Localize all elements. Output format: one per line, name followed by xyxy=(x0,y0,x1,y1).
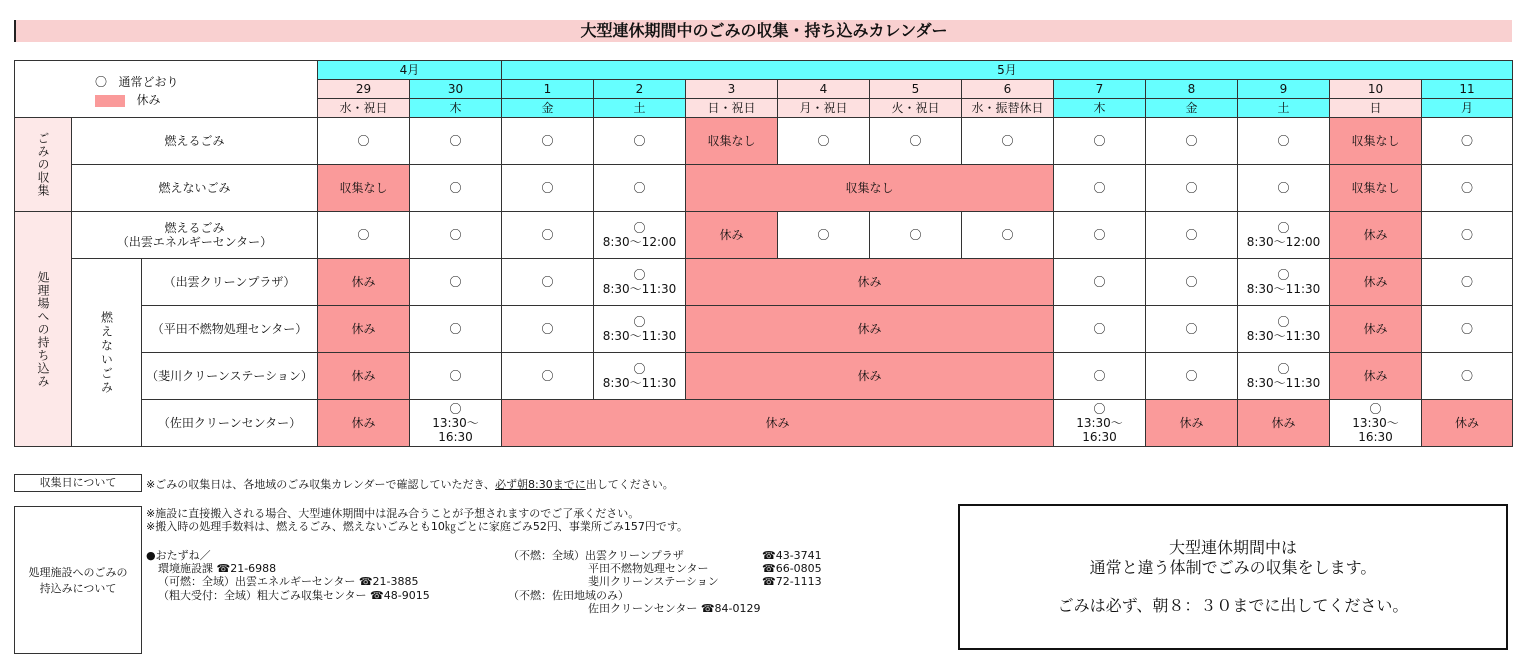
time-text: 16:30 xyxy=(1082,430,1117,444)
status-cell: 〇 xyxy=(1238,165,1330,212)
section-collection: ごみの収集 xyxy=(15,118,72,212)
date-cell: 7 xyxy=(1054,80,1146,99)
status-cell: 〇 xyxy=(1054,212,1146,259)
status-cell: 収集なし xyxy=(318,165,410,212)
row-label-energy-2: （出雲エネルギーセンター） xyxy=(116,235,273,249)
legend xyxy=(15,61,318,118)
status-cell: 休み xyxy=(318,259,410,306)
legend-normal-mark: 〇 xyxy=(95,75,108,89)
time-text: 8:30～12:00 xyxy=(602,235,677,249)
time-text: 13:30～ xyxy=(432,416,479,430)
status-cell: 〇 xyxy=(1422,306,1513,353)
date-cell: 2 xyxy=(594,80,686,99)
status-cell: 休み xyxy=(1146,400,1238,447)
status-cell: 休み xyxy=(686,353,1054,400)
row-label-energy-1: 燃えるごみ xyxy=(164,221,225,235)
time-text: 8:30～11:30 xyxy=(602,329,677,343)
status-cell: 〇 xyxy=(410,212,502,259)
row-label-hikawa: （斐川クリーンステーション） xyxy=(142,353,318,400)
date-cell: 4 xyxy=(778,80,870,99)
row-label-nonburnable: 燃えないごみ xyxy=(72,165,318,212)
row-label-hirata: （平田不燃物処理センター） xyxy=(142,306,318,353)
status-cell-time xyxy=(1238,353,1330,400)
circle-mark: 〇 xyxy=(1093,402,1106,416)
status-cell-time xyxy=(594,353,686,400)
date-cell: 1 xyxy=(502,80,594,99)
callout-line-1: 大型連休期間中は xyxy=(1168,538,1297,557)
time-text: 8:30～11:30 xyxy=(1246,282,1321,296)
status-cell: 休み xyxy=(1330,212,1422,259)
weekday-cell: 土 xyxy=(594,99,686,118)
time-text: 8:30～11:30 xyxy=(602,282,677,296)
status-cell: 〇 xyxy=(502,353,594,400)
dropoff-label-box xyxy=(14,506,142,654)
weekday-cell: 水・振替休日 xyxy=(962,99,1054,118)
row-label-izumo-clean: （出雲クリーンプラザ） xyxy=(142,259,318,306)
date-cell: 3 xyxy=(686,80,778,99)
status-cell: 休み xyxy=(318,306,410,353)
status-cell: 休み xyxy=(686,212,778,259)
circle-mark: 〇 xyxy=(1369,402,1382,416)
collect-note-part: 出してください。 xyxy=(585,478,674,491)
contact-line: 環境施設課 ☎21-6988 xyxy=(158,562,277,575)
weekday-cell: 木 xyxy=(1054,99,1146,118)
status-cell: 〇 xyxy=(962,118,1054,165)
row-label-energy-center xyxy=(72,212,318,259)
weekday-cell: 日 xyxy=(1330,99,1422,118)
status-cell: 〇 xyxy=(410,118,502,165)
status-cell: 休み xyxy=(1330,259,1422,306)
time-text: 8:30～11:30 xyxy=(602,376,677,390)
status-cell: 〇 xyxy=(594,165,686,212)
status-cell-time xyxy=(1238,212,1330,259)
status-cell-time xyxy=(594,259,686,306)
status-cell: 〇 xyxy=(1054,118,1146,165)
status-cell: 〇 xyxy=(410,259,502,306)
time-text: 16:30 xyxy=(438,430,473,444)
circle-mark: 〇 xyxy=(1277,362,1290,376)
weekday-cell: 水・祝日 xyxy=(318,99,410,118)
date-cell: 9 xyxy=(1238,80,1330,99)
status-cell: 収集なし xyxy=(686,118,778,165)
section-nonburn-group: 燃えないごみ xyxy=(72,259,142,447)
status-cell: 収集なし xyxy=(1330,118,1422,165)
status-cell: 〇 xyxy=(1054,306,1146,353)
callout-line-2: 通常と違う体制でごみの収集をします。 xyxy=(1089,558,1377,577)
contact-line: 佐田クリーンセンター ☎84-0129 xyxy=(588,602,761,615)
status-cell: 〇 xyxy=(1238,118,1330,165)
legend-normal-label: 通常どおり xyxy=(118,75,179,89)
month-april: 4月 xyxy=(318,61,502,80)
status-cell: 〇 xyxy=(318,212,410,259)
status-cell: 休み xyxy=(318,353,410,400)
collect-day-note xyxy=(146,476,674,492)
contact-tel: ☎43-3741 xyxy=(762,549,822,562)
legend-rest-label: 休み xyxy=(136,93,161,107)
status-cell: 〇 xyxy=(1146,118,1238,165)
contact-line: 斐川クリーンステーション xyxy=(588,575,719,588)
status-cell: 〇 xyxy=(502,306,594,353)
status-cell: 〇 xyxy=(502,212,594,259)
status-cell: 〇 xyxy=(1146,306,1238,353)
status-cell: 〇 xyxy=(502,165,594,212)
weekday-cell: 土 xyxy=(1238,99,1330,118)
contact-line: （不燃：全域）出雲クリーンプラザ xyxy=(508,549,684,562)
date-cell: 8 xyxy=(1146,80,1238,99)
weekday-cell: 金 xyxy=(1146,99,1238,118)
status-cell-time xyxy=(1238,259,1330,306)
circle-mark: 〇 xyxy=(633,221,646,235)
status-cell: 〇 xyxy=(1146,212,1238,259)
status-cell: 〇 xyxy=(410,306,502,353)
status-cell: 〇 xyxy=(410,353,502,400)
date-cell: 29 xyxy=(318,80,410,99)
circle-mark: 〇 xyxy=(633,268,646,282)
circle-mark: 〇 xyxy=(1277,221,1290,235)
status-cell: 〇 xyxy=(594,118,686,165)
time-text: 8:30～12:00 xyxy=(1246,235,1321,249)
status-cell: 〇 xyxy=(410,165,502,212)
status-cell: 休み xyxy=(318,400,410,447)
time-text: 13:30～ xyxy=(1076,416,1123,430)
status-cell-time xyxy=(594,212,686,259)
circle-mark: 〇 xyxy=(633,315,646,329)
status-cell: 〇 xyxy=(318,118,410,165)
weekday-cell: 月 xyxy=(1422,99,1513,118)
weekday-cell: 金 xyxy=(502,99,594,118)
status-cell: 休み xyxy=(686,259,1054,306)
status-cell: 〇 xyxy=(1422,165,1513,212)
contact-line: （不燃：佐田地域のみ） xyxy=(508,589,629,602)
contact-line: （粗大受付：全域）粗大ごみ収集センター ☎48-9015 xyxy=(158,589,430,602)
status-cell: 〇 xyxy=(778,118,870,165)
status-cell: 休み xyxy=(1330,353,1422,400)
status-cell-time xyxy=(410,400,502,447)
contact-line: 平田不燃物処理センター xyxy=(588,562,709,575)
status-cell: 〇 xyxy=(1146,353,1238,400)
status-cell-time xyxy=(1054,400,1146,447)
status-cell: 〇 xyxy=(870,118,962,165)
callout-line-3: ごみは必ず、朝８：３０までに出してください。 xyxy=(1057,596,1409,615)
weekday-cell: 木 xyxy=(410,99,502,118)
status-cell-time xyxy=(1238,306,1330,353)
dropoff-note-1: ※施設に直接搬入される場合、大型連休期間中は混み合うことが予想されますのでご了承ください。 xyxy=(146,507,640,520)
contact-line: （可燃：全域）出雲エネルギーセンター ☎21-3885 xyxy=(158,575,419,588)
contact-head: ●おたずね／ xyxy=(146,549,211,562)
dropoff-label-2: 持込みについて xyxy=(39,582,117,595)
circle-mark: 〇 xyxy=(449,402,462,416)
row-label-burnable: 燃えるごみ xyxy=(72,118,318,165)
circle-mark: 〇 xyxy=(1277,315,1290,329)
status-cell: 〇 xyxy=(1422,353,1513,400)
status-cell: 休み xyxy=(686,306,1054,353)
time-text: 8:30～11:30 xyxy=(1246,329,1321,343)
dropoff-label-1: 処理施設へのごみの xyxy=(28,566,128,579)
page-title: 大型連休期間中のごみの収集・持ち込みカレンダー xyxy=(14,20,1512,42)
circle-mark: 〇 xyxy=(633,362,646,376)
status-cell: 〇 xyxy=(962,212,1054,259)
status-cell: 〇 xyxy=(1146,165,1238,212)
status-cell: 〇 xyxy=(870,212,962,259)
status-cell: 〇 xyxy=(1054,259,1146,306)
status-cell: 収集なし xyxy=(1330,165,1422,212)
date-cell: 5 xyxy=(870,80,962,99)
contact-tel: ☎66-0805 xyxy=(762,562,822,575)
time-text: 8:30～11:30 xyxy=(1246,376,1321,390)
status-cell: 〇 xyxy=(1422,212,1513,259)
status-cell-time xyxy=(1330,400,1422,447)
status-cell: 〇 xyxy=(1054,165,1146,212)
row-label-sada: （佐田クリーンセンター） xyxy=(142,400,318,447)
collect-day-label: 収集日について xyxy=(14,474,142,492)
status-cell: 休み xyxy=(1238,400,1330,447)
status-cell: 〇 xyxy=(778,212,870,259)
contact-tel: ☎72-1113 xyxy=(762,575,822,588)
status-cell: 休み xyxy=(1422,400,1513,447)
status-cell: 〇 xyxy=(502,259,594,306)
time-text: 16:30 xyxy=(1358,430,1393,444)
status-cell: 収集なし xyxy=(686,165,1054,212)
collect-note-part: ※ごみの収集日は、各地域のごみ収集カレンダーで確認していただき、 xyxy=(146,478,496,491)
date-cell: 30 xyxy=(410,80,502,99)
status-cell: 〇 xyxy=(502,118,594,165)
weekday-cell: 日・祝日 xyxy=(686,99,778,118)
circle-mark: 〇 xyxy=(1277,268,1290,282)
calendar-table xyxy=(14,60,1513,447)
legend-rest-swatch xyxy=(95,95,125,107)
weekday-cell: 火・祝日 xyxy=(870,99,962,118)
status-cell: 〇 xyxy=(1146,259,1238,306)
status-cell: 〇 xyxy=(1422,259,1513,306)
collect-note-underlined: 必ず朝8:30までに xyxy=(495,478,586,491)
status-cell: 休み xyxy=(1330,306,1422,353)
section-dropoff: 処理場への持ち込み xyxy=(15,212,72,447)
status-cell-time xyxy=(594,306,686,353)
weekday-cell: 月・祝日 xyxy=(778,99,870,118)
date-cell: 11 xyxy=(1422,80,1513,99)
month-may: 5月 xyxy=(502,61,1513,80)
status-cell: 休み xyxy=(502,400,1054,447)
notice-callout xyxy=(958,504,1508,650)
status-cell: 〇 xyxy=(1054,353,1146,400)
date-cell: 10 xyxy=(1330,80,1422,99)
date-cell: 6 xyxy=(962,80,1054,99)
dropoff-note-2: ※搬入時の処理手数料は、燃えるごみ、燃えないごみとも10㎏ごとに家庭ごみ52円、事業所ごみ157円です。 xyxy=(146,520,688,533)
status-cell: 〇 xyxy=(1422,118,1513,165)
time-text: 13:30～ xyxy=(1352,416,1399,430)
